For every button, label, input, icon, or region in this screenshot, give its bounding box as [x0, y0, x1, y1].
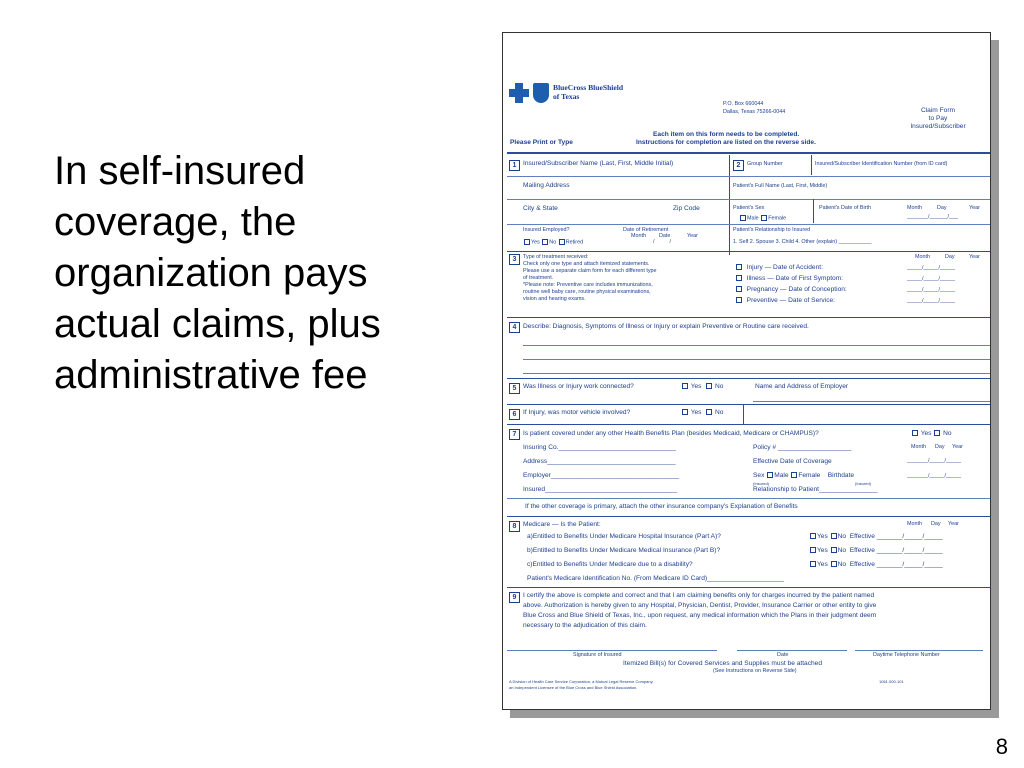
field-label: Insured/Subscriber Name (Last, First, Middle Initial)	[523, 160, 674, 167]
month-label: Month	[907, 205, 922, 211]
day-label: Day	[945, 254, 955, 260]
certification-text: necessary to the adjudication of this claim.	[523, 622, 647, 629]
date-blank: _____/_____/_____	[907, 276, 955, 282]
yes-no-options: Yes No	[911, 430, 952, 438]
footer-text: an Independent Licensee of the Blue Cross and Blue Shield Association.	[509, 685, 638, 690]
logo-text-sub: of Texas	[553, 92, 580, 101]
claim-title: Insured/Subscriber	[910, 123, 966, 130]
certification-text: Blue Cross and Blue Shield of Texas, Inc., upon request, any medical information which the Plans in their judgment deem	[523, 612, 877, 619]
slide-line: In self-insured	[54, 149, 306, 193]
medicare-item: b)Entitled to Benefits Under Medicare Medical Insurance (Part B)?	[527, 547, 721, 554]
treatment-text: of treatment.	[523, 275, 554, 281]
address-line: Dallas, Texas 75266-0044	[723, 109, 786, 115]
slide-line: administrative fee	[54, 353, 368, 397]
instructions: Each item on this form needs to be completed.	[653, 131, 800, 138]
treatment-option: Injury — Date of Accident:	[735, 264, 823, 272]
treatment-text: routine well baby care, routine physical examinations,	[523, 289, 651, 295]
insuring-co-field: Insuring Co.________________________________	[523, 444, 676, 451]
claim-title: to Pay	[928, 115, 948, 122]
section-number: 9	[509, 592, 520, 603]
medicare-options: Yes No Effective _______/_____/_____	[809, 547, 943, 555]
treatment-text: Check only one type and attach itemized statements.	[523, 261, 650, 267]
date-blank: _______/_____/_____	[907, 473, 961, 479]
treatment-option: Illness — Date of First Symptom:	[735, 275, 843, 283]
date-blank: _____/_____/_____	[907, 298, 955, 304]
day-label: Day	[937, 205, 947, 211]
field-label: Patient's Date of Birth	[819, 205, 871, 211]
section-number: 5	[509, 383, 520, 394]
medicare-item: c)Entitled to Benefits Under Medicare due to a disability?	[527, 561, 693, 568]
field-label: Insured/Subscriber Identification Number (from ID card)	[815, 161, 948, 167]
sex-birthdate: Sex Male Female Birthdate	[753, 472, 855, 479]
medicare-item: a)Entitled to Benefits Under Medicare Hospital Insurance (Part A)?	[527, 533, 721, 540]
day-label: Date	[659, 233, 671, 239]
field-label: City & State	[523, 205, 558, 212]
month-label: Month	[631, 233, 646, 239]
treatment-text: vision and hearing exams.	[523, 296, 586, 302]
treatment-option: Pregnancy — Date of Conception:	[735, 286, 847, 294]
year-label: Year	[969, 205, 980, 211]
date-blank: _______/______/___	[907, 214, 958, 220]
treatment-text: Type of treatment received:	[523, 254, 589, 260]
relationship-field: Relationship to Patient________________	[753, 486, 878, 493]
certification-text: I certify the above is complete and correct and that I am claiming benefits only for charges incurred by the patient named	[523, 592, 875, 599]
treatment-text: Please use a separate claim form for each different type	[523, 268, 657, 274]
effective-date-label: Effective Date of Coverage	[753, 458, 832, 465]
phone-label: Daytime Telephone Number	[873, 652, 940, 658]
itemized-note: Itemized Bill(s) for Covered Services and Supplies must be attached	[623, 660, 823, 667]
motor-vehicle-label: If Injury, was motor vehicle involved?	[523, 409, 631, 416]
form-code: 1061.000-101	[879, 679, 904, 684]
field-label: Mailing Address	[523, 182, 570, 189]
date-label: Date	[777, 652, 789, 658]
year-label: Year	[687, 233, 698, 239]
section-number: 1	[509, 160, 520, 171]
section-number: 8	[509, 521, 520, 532]
print-or-type: Please Print or Type	[510, 139, 573, 146]
address-field: Address___________________________________	[523, 458, 676, 465]
medicare-options: Yes No Effective _______/_____/_____	[809, 533, 943, 541]
see-instructions: (See Instructions on Reverse Side)	[713, 668, 797, 674]
employer-field: Employer___________________________________	[523, 472, 680, 479]
yes-no-options: Yes No	[681, 409, 723, 417]
slide-body-text	[54, 146, 494, 401]
month-day-year: Month Day Year	[907, 521, 959, 527]
signature-label: Signature of Insured	[573, 652, 622, 658]
slide-line: organization pays	[54, 251, 368, 295]
date-blank: _______/_____/_____	[907, 458, 961, 464]
date-blank: _____/_____/_____	[907, 265, 955, 271]
blue-cross-logo-icon	[509, 83, 529, 103]
certification-text: above. Authorization is hereby given to any Hospital, Physician, Dentist, Provider, Insurance Carrier or other entity to give	[523, 602, 877, 609]
primary-note: If the other coverage is primary, attach the other insurance company's Explanation of Benefits	[525, 503, 798, 510]
date-blank: _____/_____/_____	[907, 287, 955, 293]
section-number: 3	[509, 254, 520, 265]
insured-field: Insured____________________________________	[523, 486, 678, 493]
page-number: 8	[995, 734, 1008, 759]
field-label: Group Number	[747, 161, 783, 167]
claim-title: Claim Form	[920, 107, 956, 114]
field-label: Patient's Relationship to Insured	[733, 227, 811, 233]
treatment-text: *Please note: Preventive care includes immunizations,	[523, 282, 653, 288]
sex-options: Male Female	[739, 215, 786, 222]
insured-note: (Insured)	[753, 481, 770, 486]
blue-shield-logo-icon	[533, 83, 549, 103]
year-label: Year	[969, 254, 980, 260]
field-label: Patient's Sex	[733, 205, 765, 211]
yes-no-options: Yes No	[681, 383, 723, 391]
address-line: P.O. Box 660044	[723, 101, 764, 107]
field-label: Insured Employed?	[523, 227, 570, 233]
section-number: 7	[509, 429, 520, 440]
date-blank: / /	[653, 239, 671, 245]
relationship-options: 1. Self 2. Spouse 3. Child 4. Other (explain) ___________	[733, 239, 872, 245]
employer-label: Name and Address of Employer	[755, 383, 849, 390]
insured-note: (Insured)	[855, 481, 872, 486]
month-label: Month	[915, 254, 930, 260]
medicare-id-field: Patient's Medicare Identification No. (From Medicare ID Card)_____________________	[527, 575, 785, 582]
slide-line: coverage, the	[54, 200, 297, 244]
section-number: 2	[733, 160, 744, 171]
describe-label: Describe: Diagnosis, Symptoms of Illness or Injury or explain Preventive or Routine care received.	[523, 323, 809, 330]
field-label: Patient's Full Name (Last, First, Middle)	[733, 183, 828, 189]
logo-text: BlueCross BlueShield	[553, 83, 624, 92]
medicare-title: Medicare — Is the Patient:	[523, 521, 601, 528]
field-label: Zip Code	[673, 205, 700, 212]
section-number: 4	[509, 322, 520, 333]
month-day-year: Month Day Year	[911, 444, 963, 450]
slide-line: actual claims, plus	[54, 302, 381, 346]
treatment-option: Preventive — Date of Service:	[735, 297, 835, 305]
employed-options: Yes No Retired	[523, 239, 583, 246]
medicare-options: Yes No Effective _______/_____/_____	[809, 561, 943, 569]
instructions: Instructions for completion are listed on the reverse side.	[636, 139, 816, 146]
work-connected-label: Was Illness or Injury work connected?	[523, 383, 634, 390]
footer-text: A Division of Health Care Service Corporation, a Mutual Legal Reserve Company,	[509, 679, 654, 684]
policy-field: Policy # ____________________	[753, 444, 852, 451]
claim-form-image	[502, 32, 991, 710]
field-label: Date of Retirement	[623, 227, 669, 233]
section-number: 6	[509, 409, 520, 420]
other-coverage-question: Is patient covered under any other Health Benefits Plan (besides Medicaid, Medicare or CHAMPUS)?	[523, 430, 819, 437]
